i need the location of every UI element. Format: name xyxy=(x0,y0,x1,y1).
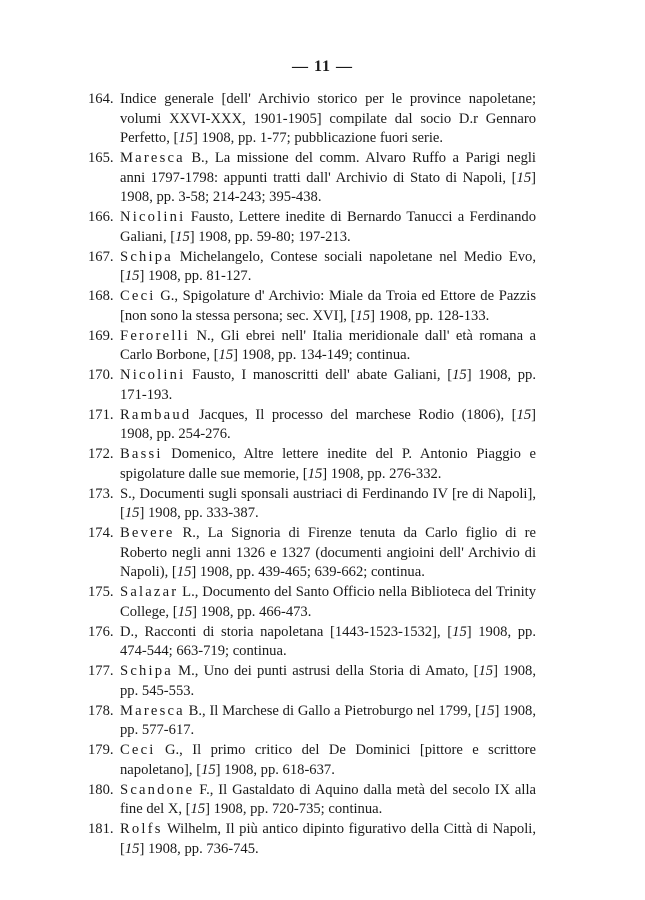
entry-number: 169. xyxy=(88,327,114,344)
entry-number: 174. xyxy=(88,525,114,541)
list-item xyxy=(88,90,536,149)
list-item xyxy=(88,781,536,820)
entry-number: 176. xyxy=(88,623,114,640)
entry-body: G., Il primo critico del De Dominici [pittore e scrittore napoletano], [15] 1908, pp. 618-637. xyxy=(120,742,536,778)
entry-number: 167. xyxy=(88,248,114,265)
entry-number: 164. xyxy=(88,91,114,107)
entry-author: Rambaud xyxy=(120,406,192,423)
entry-text xyxy=(120,445,536,484)
list-item xyxy=(88,524,536,583)
list-item xyxy=(88,485,536,524)
entry-body: Michelangelo, Contese sociali napoletane nel Medio Evo, [15] 1908, pp. 81-127. xyxy=(120,248,536,284)
list-item xyxy=(88,623,536,662)
entry-text xyxy=(120,485,536,524)
entry-text xyxy=(120,248,536,287)
entry-text xyxy=(120,702,536,741)
bibliography-list xyxy=(88,90,536,860)
list-item xyxy=(88,366,536,405)
entry-number: 175. xyxy=(88,584,114,600)
entry-body: N., Gli ebrei nell' Italia meridionale dall' età romana a Carlo Borbone, [15] 1908, pp. 134-149; continua. xyxy=(120,327,536,363)
entry-author: Rolfs xyxy=(120,821,163,837)
entry-text xyxy=(120,820,536,859)
entry-number: 179. xyxy=(88,742,114,758)
entry-body: Domenico, Altre lettere inedite del P. Antonio Piaggio e spigolature dalle sue memorie, [15] 1908, pp. 276-332. xyxy=(120,446,536,482)
entry-author: Bassi xyxy=(120,446,163,462)
entry-body: Indice generale [dell' Archivio storico per le province napoletane; volumi XXVI-XXX, 1901-1905] compilate dal socio D.r Gennaro Perfetto, [15] 1908, pp. 1-77; pubblicazione fuori serie. xyxy=(120,91,536,146)
page-number: — 11 — xyxy=(291,58,354,75)
entry-text xyxy=(120,406,536,445)
entry-body: L., Documento del Santo Officio nella Biblioteca del Trinity College, [15] 1908, pp. 466-473. xyxy=(120,584,536,620)
entry-text xyxy=(120,524,536,583)
entry-text xyxy=(120,90,536,149)
entry-number: 181. xyxy=(88,821,114,837)
entry-author: Maresca xyxy=(120,150,185,166)
entry-author: Nicolini xyxy=(120,209,186,225)
entry-text xyxy=(120,149,536,208)
entry-text xyxy=(120,781,536,820)
entry-body: R., La Signoria di Firenze tenuta da Carlo figlio di re Roberto negli anni 1326 e 1327 (documenti angioini dell' Archivio di Napoli), [15] 1908, pp. 439-465; 639-662; continua. xyxy=(120,525,536,580)
entry-number: 172. xyxy=(88,446,114,462)
entry-text xyxy=(120,287,536,326)
entry-author: Nicolini xyxy=(120,367,186,383)
entry-number: 180. xyxy=(88,781,114,798)
entry-author: Ferorelli xyxy=(120,327,191,344)
entry-body: Jacques, Il processo del marchese Rodio (1806), [15] 1908, pp. 254-276. xyxy=(120,406,536,442)
list-item xyxy=(88,327,536,366)
list-item xyxy=(88,248,536,287)
entry-text xyxy=(120,741,536,780)
entry-text xyxy=(120,366,536,405)
entry-author: Ceci xyxy=(120,288,156,304)
entry-body: D., Racconti di storia napoletana [1443-1523-1532], [15] 1908, pp. 474-544; 663-719; continua. xyxy=(120,623,536,659)
entry-text xyxy=(120,623,536,662)
entry-author: Schipa xyxy=(120,248,173,265)
entry-number: 166. xyxy=(88,209,114,225)
entry-text xyxy=(120,583,536,622)
entry-body: S., Documenti sugli sponsali austriaci di Ferdinando IV [re di Napoli], [15] 1908, pp. 333-387. xyxy=(120,485,536,521)
entry-number: 165. xyxy=(88,150,114,166)
entry-number: 171. xyxy=(88,406,114,423)
entry-number: 177. xyxy=(88,663,114,679)
list-item xyxy=(88,445,536,484)
entry-body: B., Il Marchese di Gallo a Pietroburgo nel 1799, [15] 1908, pp. 577-617. xyxy=(120,702,537,738)
entry-author: Maresca xyxy=(120,702,185,719)
entry-body: B., La missione del comm. Alvaro Ruffo a Parigi negli anni 1797-1798: appunti tratti dall' Archivio di Stato di Napoli, [15] 1908, pp. 3-58; 214-243; 395-438. xyxy=(120,150,536,205)
list-item xyxy=(88,741,536,780)
list-item xyxy=(88,702,536,741)
list-item xyxy=(88,208,536,247)
entry-author: Bevere xyxy=(120,525,175,541)
entry-author: Scandone xyxy=(120,781,195,798)
list-item xyxy=(88,287,536,326)
entry-body: F., Il Gastaldato di Aquino dalla metà del secolo IX alla fine del X, [15] 1908, pp. 720-735; continua. xyxy=(120,781,536,817)
entry-number: 173. xyxy=(88,485,114,502)
entry-text xyxy=(120,327,536,366)
list-item xyxy=(88,149,536,208)
entry-number: 178. xyxy=(88,702,114,719)
entry-body: Fausto, I manoscritti dell' abate Galiani, [15] 1908, pp. 171-193. xyxy=(120,367,537,403)
entry-text xyxy=(120,208,536,247)
entry-author: Ceci xyxy=(120,742,156,758)
entry-author: Salazar xyxy=(120,584,179,600)
entry-body: G., Spigolature d' Archivio: Miale da Troia ed Ettore de Pazzis [non sono la stessa persona; sec. XVI], [15] 1908, pp. 128-133. xyxy=(120,288,536,324)
entry-body: M., Uno dei punti astrusi della Storia di Amato, [15] 1908, pp. 545-553. xyxy=(120,663,536,699)
list-item xyxy=(88,583,536,622)
entry-number: 170. xyxy=(88,367,114,383)
entry-body: Wilhelm, Il più antico dipinto figurativo della Città di Napoli, [15] 1908, pp. 736-745. xyxy=(120,821,536,857)
entry-text xyxy=(120,662,536,701)
entry-body: Fausto, Lettere inedite di Bernardo Tanucci a Ferdinando Galiani, [15] 1908, pp. 59-80; 197-213. xyxy=(120,209,536,245)
entry-author: Schipa xyxy=(120,663,173,679)
list-item xyxy=(88,662,536,701)
list-item xyxy=(88,406,536,445)
entry-number: 168. xyxy=(88,288,114,304)
list-item xyxy=(88,820,536,859)
